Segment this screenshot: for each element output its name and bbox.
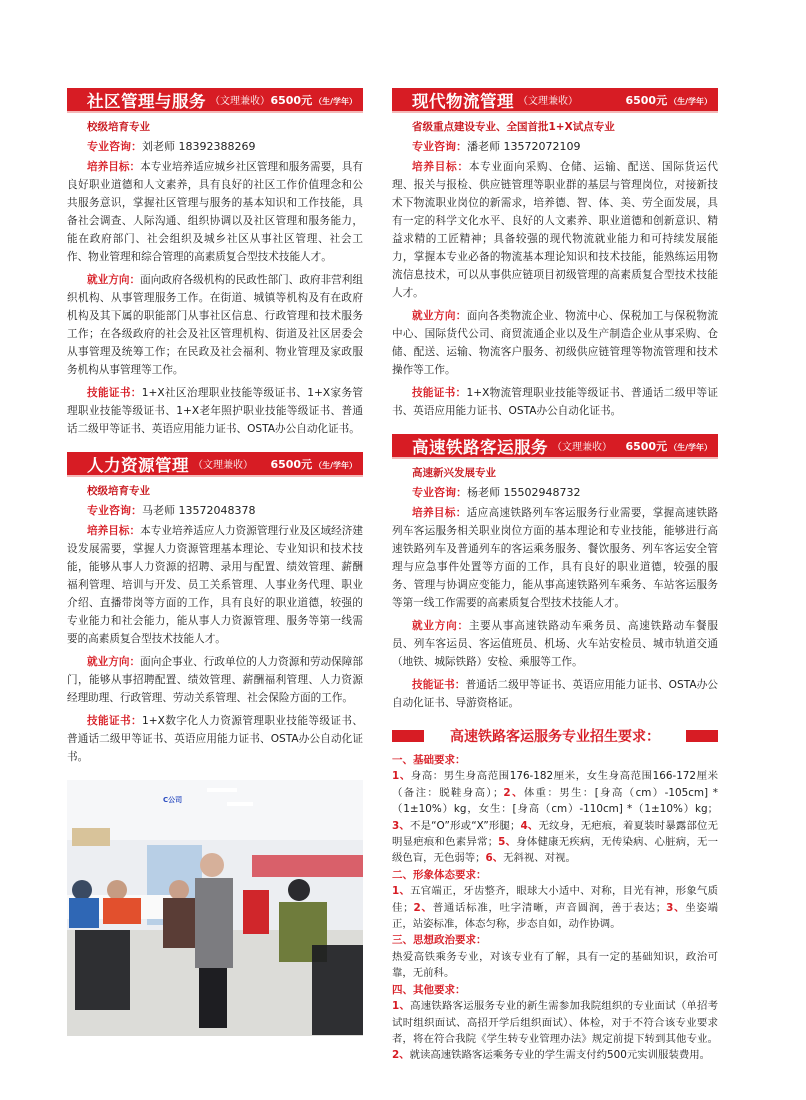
requirement-number: 6、 bbox=[485, 852, 504, 865]
consult-label: 专业咨询： bbox=[87, 140, 142, 153]
major-paragraph bbox=[392, 676, 718, 712]
requirement-number: 3、 bbox=[392, 819, 410, 832]
left-column bbox=[67, 88, 363, 1036]
classroom-photo bbox=[67, 780, 363, 1036]
fee-amount: 6500元 bbox=[270, 457, 313, 471]
major-paragraph bbox=[392, 158, 718, 302]
major-subtitle: （文理兼收） bbox=[210, 96, 270, 107]
requirement-number: 4、 bbox=[520, 819, 539, 832]
major-title: 人力资源管理 bbox=[87, 455, 189, 475]
paragraph-label: 技能证书： bbox=[87, 387, 142, 399]
paragraph-label: 技能证书： bbox=[412, 387, 467, 399]
consult-line bbox=[412, 140, 718, 154]
requirement-number: 1、 bbox=[392, 1000, 411, 1013]
major-community-management bbox=[67, 88, 363, 438]
requirement-number: 2、 bbox=[503, 786, 524, 799]
paragraph-text: 面向各类物流企业、物流中心、保税加工与保税物流中心、国际货代公司、商贸流通企业以及生产制造企业从事采购、仓储、配送、运输、物流客户服务、初级供应链管理等物流管理和技术操作等工作。 bbox=[392, 310, 719, 376]
requirement-number: 2、 bbox=[413, 901, 433, 914]
requirement-heading: 三、思想政治要求： bbox=[392, 934, 487, 947]
major-paragraph bbox=[392, 504, 718, 612]
paragraph-label: 培养目标： bbox=[412, 161, 469, 173]
paragraph-label: 培养目标： bbox=[412, 507, 467, 519]
requirement-text: 热爱高铁乘务专业，对该专业有了解，具有一定的基础知识，政治可靠，无前科。 bbox=[392, 950, 718, 980]
consult-line bbox=[87, 504, 363, 518]
paragraph-label: 就业方向： bbox=[412, 620, 469, 632]
major-paragraph bbox=[392, 384, 718, 420]
title-bar-right-decoration bbox=[686, 730, 718, 742]
requirement-heading: 二、形象体态要求： bbox=[392, 868, 487, 881]
major-logistics bbox=[392, 88, 718, 420]
fee-unit: （生/学年） bbox=[314, 460, 357, 470]
major-paragraph bbox=[392, 617, 718, 671]
consult-label: 专业咨询： bbox=[412, 486, 467, 499]
major-tag: 省级重点建设专业、全国首批1+X试点专业 bbox=[412, 121, 615, 133]
paragraph-text: 普通话二级甲等证书、英语应用能力证书、OSTA办公自动化证书、导游资格证。 bbox=[392, 679, 718, 709]
paragraph-label: 培养目标： bbox=[87, 525, 141, 537]
paragraph-text: 适应高速铁路列车客运服务行业需要，掌握高速铁路列车客运服务相关职业岗位方面的基本理论和专业技能，能够进行高速铁路列车及普通列车的客运乘务服务、餐饮服务、列车客运安全管理与应急事件处置等方面的工作，具有良好的职业道德，较强的服务、管理与协调应变能力，能从事高速铁路列车乘务、车站客运服务等第一线工作需要的高素质复合型技术技能人才。 bbox=[392, 507, 719, 609]
major-subtitle: （文理兼收） bbox=[552, 442, 612, 453]
major-tag: 高速新兴发展专业 bbox=[412, 467, 496, 479]
major-human-resources bbox=[67, 452, 363, 766]
paragraph-label: 技能证书： bbox=[412, 679, 466, 691]
title-bar-left-decoration bbox=[392, 730, 424, 742]
requirement-body bbox=[392, 883, 718, 932]
requirement-heading: 四、其他要求： bbox=[392, 983, 466, 996]
major-tag: 校级培育专业 bbox=[87, 121, 150, 133]
major-paragraph bbox=[67, 653, 363, 707]
requirement-number: 1、 bbox=[392, 770, 411, 783]
consult-line bbox=[412, 486, 718, 500]
tuition-fee bbox=[625, 438, 712, 454]
consult-contact: 马老师 13572048378 bbox=[142, 504, 256, 517]
requirement-text: 身高：男生身高范围176-182厘米，女生身高范围166-172厘米（备注：脱鞋身高）； bbox=[392, 770, 719, 799]
paragraph-text: 1+X物流管理职业技能等级证书、普通话二级甲等证书、英语应用能力证书、OSTA办公自动化证书。 bbox=[392, 387, 719, 417]
requirement-text: 不是“O”形或“X”形腿； bbox=[410, 819, 521, 832]
paragraph-text: 本专业培养适应人力资源管理行业及区域经济建设发展需要，掌握人力资源管理基本理论、专业知识和技术技能，能够从事人力资源的招聘、录用与配置、绩效管理、薪酬福利管理、培训与开发、员工关系管理、人事业务代理、职业介绍、直播带岗等方面的工作，具有良好的职业道德，较强的专业能力和社会能力，能从事人力资源管理、服务等第一线需要的高素质复合型技术技能人才。 bbox=[67, 525, 364, 645]
requirement-body bbox=[392, 768, 718, 866]
tuition-fee bbox=[625, 92, 712, 108]
section-spacer bbox=[392, 420, 718, 434]
requirement-text: 就读高速铁路客运乘务专业的学生需支付约500元实训服装费用。 bbox=[409, 1049, 711, 1062]
major-paragraph bbox=[67, 522, 363, 648]
paragraph-text: 面向政府各级机构的民政性部门、政府非营利组织机构、从事管理服务工作。在街道、城镇等机构及有在政府机构及其下属的职能部门从事社区信息、行政管理和技术服务工作；在各级政府的社会及社区管理机构、街道及社区居委会从事管理及统筹工作；在民政及社会福利、物业管理及家政服务机构从事管理等工作。 bbox=[67, 274, 364, 376]
paragraph-label: 就业方向： bbox=[412, 310, 467, 322]
paragraph-label: 就业方向： bbox=[87, 656, 141, 668]
major-paragraph bbox=[392, 307, 718, 379]
consult-label: 专业咨询： bbox=[87, 504, 142, 517]
major-paragraph bbox=[67, 158, 363, 266]
requirement-text: 五官端正，牙齿整齐，眼球大小适中、对称，目光有神，形象气质佳； bbox=[392, 885, 718, 914]
requirement-text: 体重：男生：[身高（cm）-105cm] *（1±10%）kg，女生：[身高（cm）-110cm] *（1±10%）kg； bbox=[392, 786, 718, 816]
photo-sign-text: C公司 bbox=[163, 796, 183, 804]
tuition-fee bbox=[270, 456, 357, 472]
paragraph-text: 面向企事业、行政单位的人力资源和劳动保障部门，能够从事招聘配置、绩效管理、薪酬福利管理、人力资源经理助理、行政管理、劳动关系管理、社会保险方面的工作。 bbox=[67, 656, 364, 704]
paragraph-text: 1+X社区治理职业技能等级证书、1+X家务管理职业技能等级证书、1+X老年照护职业技能等级证书、普通话二级甲等证书、英语应用能力证书、OSTA办公自动化证书。 bbox=[67, 387, 364, 435]
fee-unit: （生/学年） bbox=[314, 96, 357, 106]
major-header bbox=[67, 88, 363, 113]
major-paragraph bbox=[67, 712, 363, 766]
tuition-fee bbox=[270, 92, 357, 108]
fee-unit: （生/学年） bbox=[669, 96, 712, 106]
requirement-text: 无斜视、对视。 bbox=[503, 852, 576, 865]
requirements-list bbox=[392, 752, 718, 1064]
requirements-title-bar bbox=[392, 726, 718, 746]
major-tag: 校级培育专业 bbox=[87, 485, 150, 497]
requirement-number: 3、 bbox=[666, 901, 686, 914]
major-title: 高速铁路客运服务 bbox=[412, 437, 548, 457]
requirement-body bbox=[392, 949, 718, 982]
requirement-text: 普通话标准，吐字清晰，声音圆润，善于表达； bbox=[432, 901, 667, 914]
consult-contact: 刘老师 18392388269 bbox=[142, 140, 256, 153]
paragraph-label: 培养目标： bbox=[87, 161, 141, 173]
major-subtitle: （文理兼收） bbox=[518, 96, 578, 107]
major-title: 社区管理与服务 bbox=[87, 91, 206, 111]
fee-amount: 6500元 bbox=[625, 439, 668, 453]
requirement-text: 无纹身，无疤痕，着夏装时暴露部位无明显疤痕和色素异常； bbox=[392, 819, 719, 849]
major-header bbox=[67, 452, 363, 477]
consult-line bbox=[87, 140, 363, 154]
major-subtitle: （文理兼收） bbox=[193, 460, 253, 471]
major-header bbox=[392, 434, 718, 459]
requirements-title: 高速铁路客运服务专业招生要求： bbox=[450, 729, 660, 745]
section-spacer bbox=[67, 438, 363, 452]
paragraph-text: 1+X数字化人力资源管理职业技能等级证书、普通话二级甲等证书、英语应用能力证书、OSTA办公自动化证书。 bbox=[67, 715, 364, 763]
requirement-heading: 一、基础要求： bbox=[392, 754, 466, 766]
consult-contact: 潘老师 13572072109 bbox=[467, 140, 581, 153]
paragraph-label: 技能证书： bbox=[87, 715, 143, 727]
requirement-text: 身体健康无疾病，无传染病、心脏病，无一级色盲，无色弱等； bbox=[392, 836, 718, 865]
paragraph-label: 就业方向： bbox=[87, 274, 141, 286]
requirement-body bbox=[392, 998, 718, 1064]
paragraph-text: 主要从事高速铁路动车乘务员、高速铁路动车餐服员、列车客运员、客运值班员、机场、火车站安检员、城市轨道交通（地铁、城际铁路）安检、乘服等工作。 bbox=[392, 620, 719, 668]
requirement-number: 1、 bbox=[392, 885, 411, 898]
requirement-text: 高速铁路客运服务专业的新生需参加我院组织的专业面试（单招考试时组织面试、高招开学后组织面试）、体检，对于不符合该专业要求者，将在符合我院《学生转专业管理办法》规定前提下转到其他专业。 bbox=[392, 1000, 718, 1045]
requirement-number: 2、 bbox=[392, 1049, 410, 1062]
classroom-photo-illustration bbox=[67, 780, 363, 1036]
right-column bbox=[392, 88, 718, 1064]
fee-amount: 6500元 bbox=[270, 93, 313, 107]
consult-contact: 杨老师 15502948732 bbox=[467, 486, 581, 499]
major-header bbox=[392, 88, 718, 113]
major-title: 现代物流管理 bbox=[412, 91, 514, 111]
fee-amount: 6500元 bbox=[625, 93, 668, 107]
consult-label: 专业咨询： bbox=[412, 140, 467, 153]
paragraph-text: 本专业培养适应城乡社区管理和服务需要，具有良好职业道德和人文素养，具有良好的社区工作价值理念和公共服务意识，掌握社区管理与服务的基本知识和工作技能，具备社会调查、人际沟通、组织协调以及社区管理和服务能力，能在政府部门、社会组织及城乡社区从事社区管理、社会工作、物业管理和综合管理的高素质复合型技术技能人才。 bbox=[67, 161, 364, 263]
major-paragraph bbox=[67, 384, 363, 438]
requirement-number: 5、 bbox=[498, 836, 517, 849]
paragraph-text: 本专业面向采购、仓储、运输、配送、国际货运代理、报关与报检、供应链管理等职业群的基层与管理岗位，对接新技术下物流职业岗位的新需求，培养德、智、体、美、劳全面发展，具有一定的科学文化水平、良好的人文素养、职业道德和创新意识、精益求精的工匠精神；具备较强的现代物流就业能力和可持续发展能力，掌握本专业必备的物流基本理论知识和技术技能，能熟练运用物流信息技术，可以从事供应链项目初级管理的高素质复合型技术技能人才。 bbox=[392, 161, 719, 299]
fee-unit: （生/学年） bbox=[669, 442, 712, 452]
major-paragraph bbox=[67, 271, 363, 379]
major-high-speed-rail bbox=[392, 434, 718, 712]
requirement-text: 坐姿端正，站姿标准，体态匀称，步态自如，动作协调。 bbox=[392, 901, 719, 931]
